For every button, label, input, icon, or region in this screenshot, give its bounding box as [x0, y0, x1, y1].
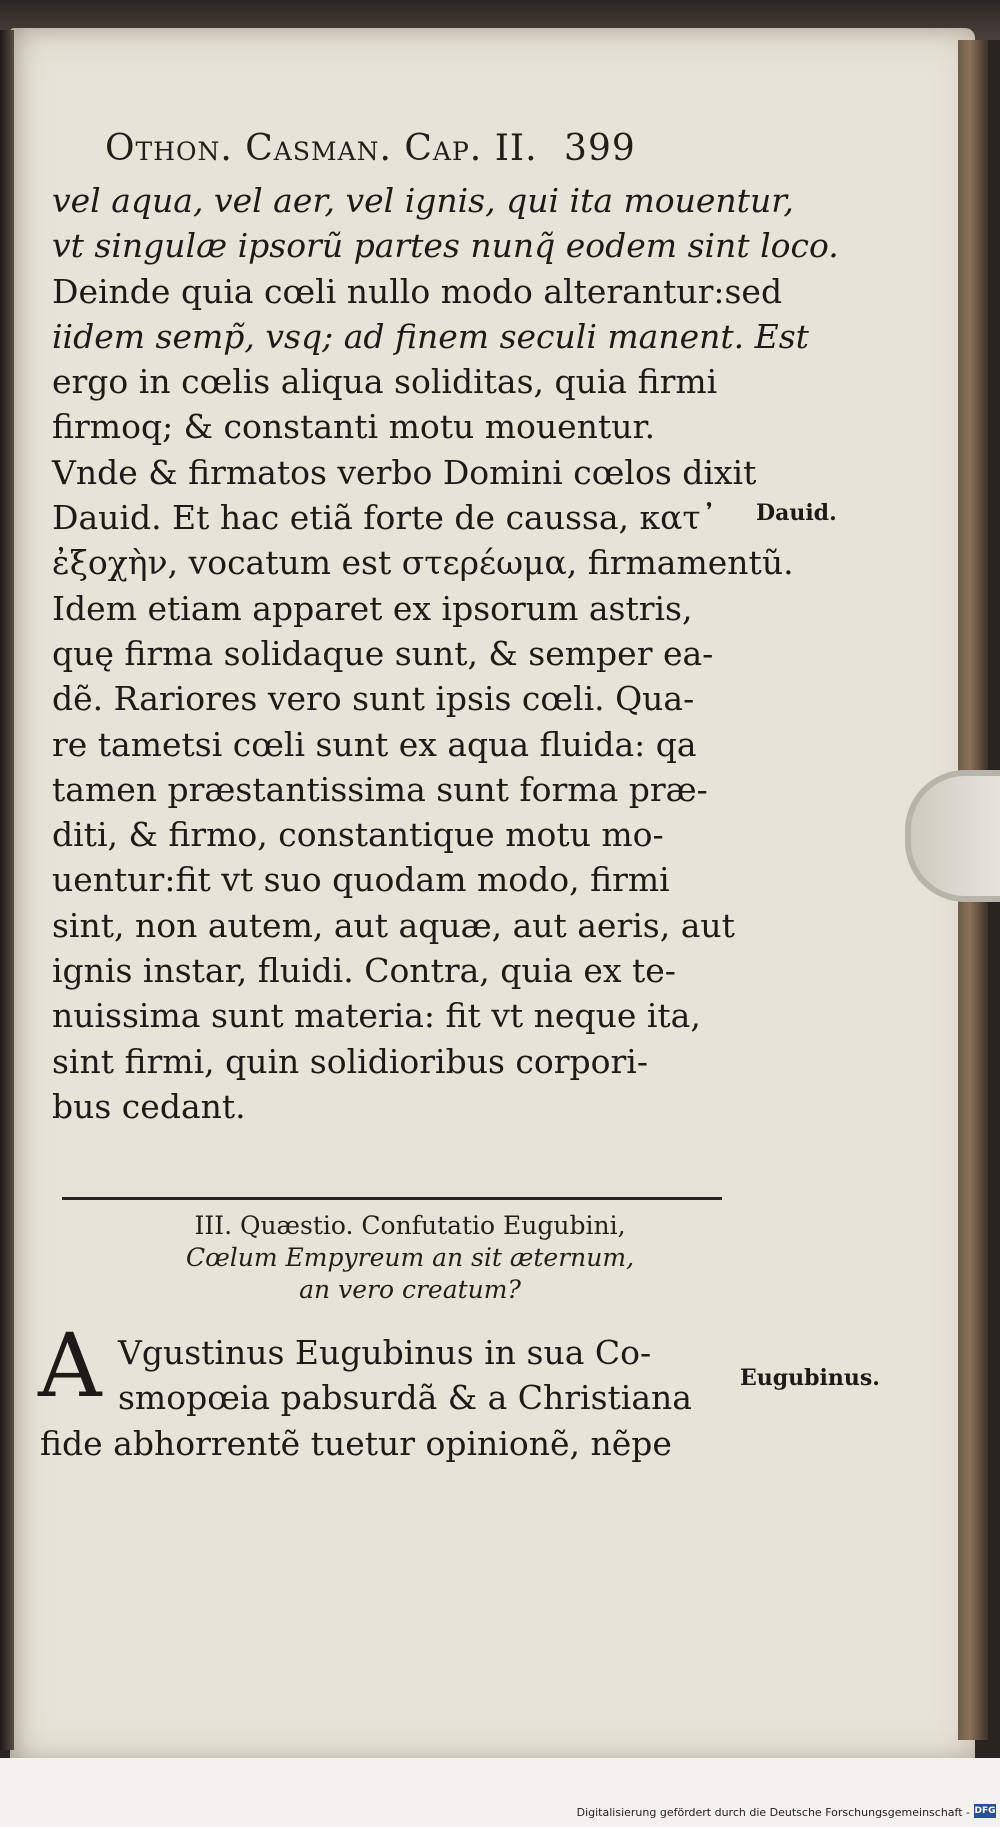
- section-heading-line: Cœlum Empyreum an sit æternum,: [185, 1243, 635, 1272]
- text-line: vt singulæ ipsorũ partes nunq̃ eodem sint loco.: [52, 226, 839, 266]
- text-line: bus cedant.: [52, 1086, 246, 1126]
- text-line: quę firma solidaque sunt, & semper ea-: [52, 633, 714, 673]
- dfg-logo: DFG: [974, 1806, 996, 1816]
- text-line: nuissima sunt materia: fit vt neque ita,: [52, 996, 701, 1036]
- section-heading-line: an vero creatum?: [299, 1275, 521, 1304]
- margin-note-eugubinus: Eugubinus.: [740, 1365, 880, 1391]
- text-line: iidem semp̃, vsq; ad finem seculi manent. Est: [52, 316, 809, 356]
- text-line: re tametsi cœli sunt ex aqua fluida: qa: [52, 724, 697, 764]
- text-line: Vnde & firmatos verbo Domini cœlos dixit: [52, 452, 757, 492]
- margin-note-dauid: Dauid.: [756, 500, 837, 526]
- body-text: [52, 178, 839, 1129]
- text-line: firmoq; & constanti motu mouentur.: [52, 407, 656, 447]
- text-line: Idem etiam apparet ex ipsorum astris,: [52, 588, 693, 628]
- text-line: ἐξοχὴν, vocatum est στερέωμα, firmamentũ.: [52, 543, 794, 583]
- section-heading: [90, 1210, 730, 1306]
- text-line: dẽ. Rariores vero sunt ipsis cœli. Qua-: [52, 679, 695, 719]
- text-line: sint firmi, quin solidioribus corpori-: [52, 1041, 648, 1081]
- text-line: Dauid. Et hac etiã forte de caussa, κατ᾽: [52, 498, 718, 538]
- running-head: [105, 128, 636, 169]
- section-heading-line: III. Quæstio. Confutatio Eugubini,: [194, 1211, 626, 1240]
- text-line: sint, non autem, aut aquæ, aut aeris, aut: [52, 905, 735, 945]
- text-line: ergo in cœlis aliqua soliditas, quia firmi: [52, 362, 718, 402]
- drop-cap: A: [38, 1314, 102, 1417]
- text-line: diti, & firmo, constantique motu mo-: [52, 815, 664, 855]
- text-line: fide abhorrentẽ tuetur opinionẽ, nẽpe: [40, 1423, 672, 1463]
- text-line: uentur:fit vt suo quodam modo, firmi: [52, 860, 670, 900]
- text-line: Vgustinus Eugubinus in sua Co-: [118, 1333, 652, 1372]
- text-line: smopœia pabsurdã & a Christiana: [118, 1378, 692, 1418]
- digitization-credit: Digitalisierung gefördert durch die Deutsche Forschungsgemeinschaft -: [576, 1806, 970, 1819]
- text-line: Deinde quia cœli nullo modo alterantur:sed: [52, 271, 783, 311]
- text-line: ignis instar, fluidi. Contra, quia ex te-: [52, 951, 676, 991]
- section-rule: [62, 1197, 722, 1200]
- running-head-title: Othon. Casman. Cap. II.: [105, 128, 538, 169]
- section-body-text: [40, 1330, 740, 1466]
- text-line: vel aqua, vel aer, vel ignis, qui ita mouentur,: [52, 181, 794, 220]
- book-spine: [0, 30, 14, 1750]
- page-number: 399: [564, 128, 636, 169]
- text-line: tamen præstantissima sunt forma præ-: [52, 769, 708, 809]
